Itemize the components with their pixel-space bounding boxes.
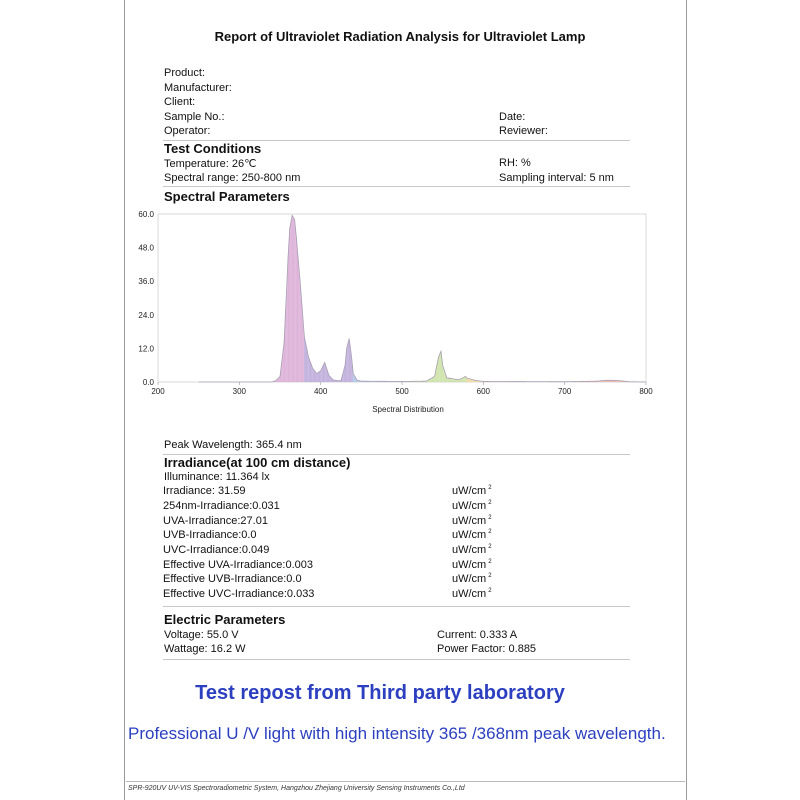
unit-label: uW/cm $^2$ (452, 515, 492, 527)
x-axis-ticks (151, 382, 653, 396)
footer-text: SPR-920UV UV-VIS Spectroradiometric System, Hangzhou Zhejiang University Sensing Instruments Co.,Ltd (128, 785, 465, 792)
y-tick-label: 12.0 (138, 344, 154, 354)
divider (163, 186, 630, 187)
y-axis-ticks (138, 210, 154, 387)
manufacturer-label: Manufacturer: (164, 82, 232, 94)
spectral-parameters-heading: Spectral Parameters (164, 189, 290, 204)
unit-label: uW/cm $^2$ (452, 544, 492, 556)
product-label: Product: (164, 67, 205, 79)
date-label: Date: (499, 111, 526, 123)
unit-label: uW/cm $^2$ (452, 559, 492, 571)
irradiance-row: Effective UVC-Irradiance:0.033 (163, 588, 315, 600)
irradiance-row: Irradiance: 31.59 (163, 485, 246, 497)
plot-frame (158, 214, 646, 382)
unit-label: uW/cm $^2$ (452, 500, 492, 512)
wattage-value: Wattage: 16.2 W (164, 643, 246, 655)
x-tick-label: 800 (639, 387, 653, 396)
irradiance-row: 254nm-Irradiance:0.031 (163, 500, 280, 512)
footer-divider (126, 781, 685, 782)
irradiance-row: Effective UVA-Irradiance:0.003 (163, 559, 314, 571)
power-factor-value: Power Factor: 0.885 (437, 643, 537, 655)
irradiance-heading: Irradiance(at 100 cm distance) (164, 455, 351, 470)
irradiance-row: UVC-Irradiance:0.049 (163, 544, 270, 556)
divider (163, 606, 630, 607)
irradiance-row: UVA-Irradiance:27.01 (163, 515, 268, 527)
overlay-headline: Test repost from Third party laboratory (195, 682, 565, 704)
unit-label: uW/cm $^2$ (452, 588, 492, 600)
x-tick-label: 700 (557, 387, 572, 396)
unit-label: uW/cm $^2$ (452, 529, 492, 541)
x-tick-label: 600 (476, 387, 491, 396)
sampling-interval-value: Sampling interval: 5 nm (499, 172, 614, 184)
reviewer-label: Reviewer: (499, 125, 548, 137)
rh-value: RH: % (499, 157, 531, 169)
report-title: Report of Ultraviolet Radiation Analysis for Ultraviolet Lamp (214, 29, 586, 44)
sample-no-label: Sample No.: (164, 111, 225, 123)
unit-label: uW/cm $^2$ (452, 485, 492, 497)
y-tick-label: 24.0 (138, 310, 154, 320)
x-tick-label: 300 (232, 387, 247, 396)
y-tick-label: 0.0 (142, 378, 154, 387)
test-conditions-heading: Test Conditions (164, 141, 262, 156)
client-label: Client: (164, 96, 196, 108)
y-tick-label: 36.0 (138, 277, 154, 287)
overlay-subline: Professional U /V light with high intensity 365 /368nm peak wavelength. (128, 724, 666, 743)
current-value: Current: 0.333 A (437, 629, 518, 641)
irradiance-row: UVB-Irradiance:0.0 (163, 529, 257, 541)
illuminance-value: Illuminance: 11.364 lx (164, 471, 270, 483)
irradiance-row: Effective UVB-Irradiance:0.0 (163, 573, 302, 585)
x-tick-label: 500 (395, 387, 409, 396)
x-tick-label: 400 (313, 387, 328, 396)
x-tick-label: 200 (151, 387, 165, 396)
electric-parameters-heading: Electric Parameters (164, 612, 286, 627)
unit-label: uW/cm $^2$ (452, 573, 492, 585)
voltage-value: Voltage: 55.0 V (164, 629, 239, 641)
peak-wavelength: Peak Wavelength: 365.4 nm (164, 439, 302, 451)
spectral-range-value: Spectral range: 250-800 nm (164, 172, 301, 184)
spectral-chart (130, 205, 660, 420)
temperature-value: Temperature: 26℃ (164, 158, 257, 170)
y-tick-label: 60.0 (138, 210, 154, 219)
x-axis-label: Spectral Distribution (372, 405, 444, 414)
operator-label: Operator: (164, 125, 211, 137)
y-tick-label: 48.0 (138, 243, 154, 253)
divider (163, 659, 630, 660)
